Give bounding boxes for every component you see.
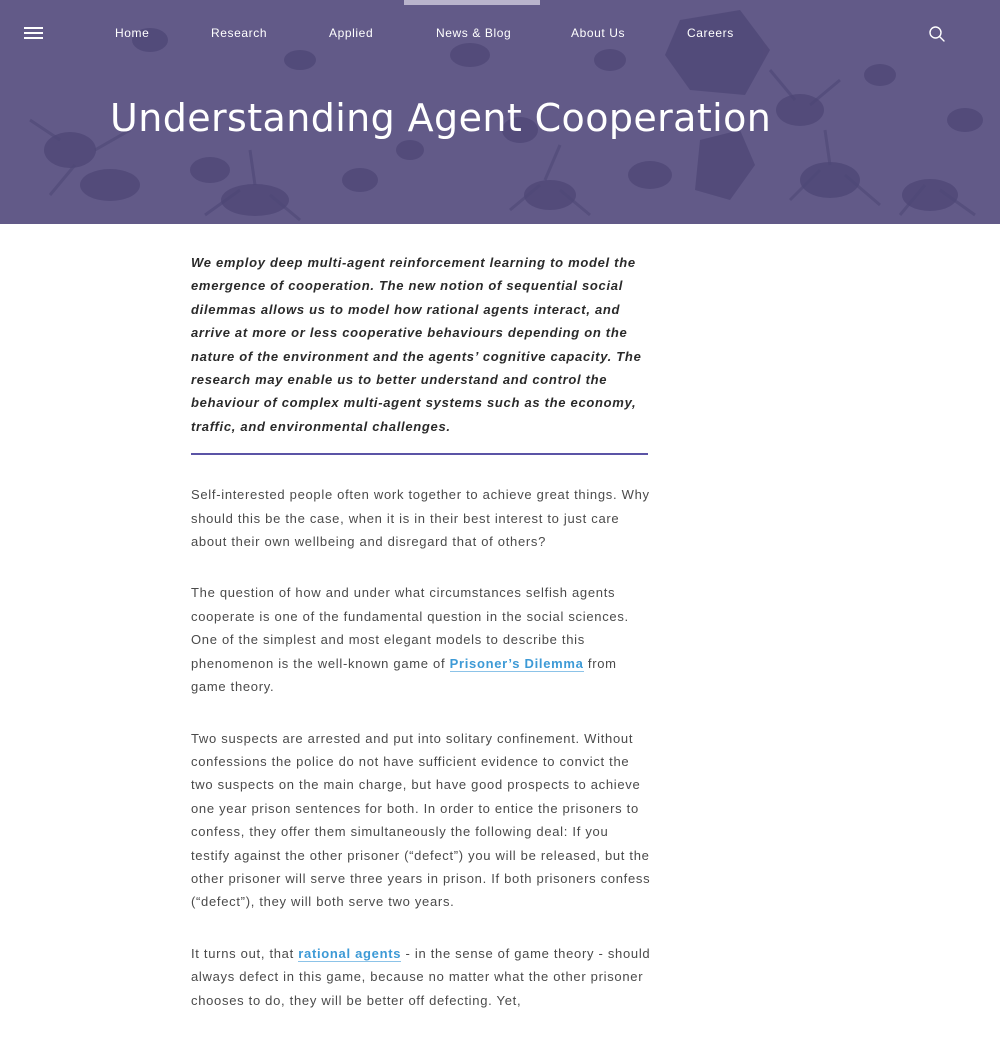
nav-news-blog[interactable]: News & Blog <box>436 26 512 40</box>
search-icon[interactable] <box>928 25 946 43</box>
paragraph-3: Two suspects are arrested and put into solitary confinement. Without confessions the police do not have sufficient evidence to convict the two suspects on the main charge, but have good prospects to achieve one year prison sentences for both. In order to entice the prisoners to confess, they offer them simultaneously the following deal: If you testify against the other prisoner (“defect”) you will be released, but the other prisoner will serve three years in prison. If both prisoners confess (“defect”), they will both serve two years. <box>191 730 651 910</box>
paragraph-1: Self-interested people often work together to achieve great things. Why should this be the case, when it is in their best interest to just care about their own wellbeing and disregard that of others? <box>191 487 650 550</box>
paragraph-2 <box>191 581 651 698</box>
article-body <box>191 251 651 1040</box>
nav-research[interactable]: Research <box>211 26 268 40</box>
paragraph-4-text-start: It turns out, that <box>191 945 299 961</box>
nav-home[interactable]: Home <box>115 26 150 40</box>
nav-about-us[interactable]: About Us <box>571 26 626 40</box>
page-title: Understanding Agent Cooperation <box>110 96 772 140</box>
nav-applied[interactable]: Applied <box>329 26 374 40</box>
lead-divider <box>191 453 648 455</box>
paragraph-4 <box>191 942 651 1012</box>
paragraph-2-text-start: The question of how and under what circumstances selfish agents cooperate is one of the fundamental question in the social sciences. One of the simplest and most elegant models to describe this phenomenon is the well-known game of <box>191 585 629 671</box>
hero-banner <box>0 0 1000 224</box>
paragraph-4-text-end: - in the sense of game theory - should always defect in this game, because no matter what the other prisoner chooses to do, they will be better off defecting. Yet, <box>191 945 651 1008</box>
prisoners-dilemma-link[interactable]: Prisoner’s Dilemma <box>449 655 584 671</box>
paragraph-2-text-end: from game theory. <box>191 655 617 695</box>
main-navigation <box>0 0 1000 68</box>
menu-icon[interactable] <box>24 27 44 41</box>
rational-agents-link[interactable]: rational agents <box>298 945 402 961</box>
nav-careers[interactable]: Careers <box>687 26 734 40</box>
article-lead: We employ deep multi-agent reinforcement learning to model the emergence of cooperation. The new notion of sequential social dilemmas allows us to model how rational agents interact, and arrive at more or less cooperative behaviours depending on the nature of the environment and the agents’ cognitive capacity. The research may enable us to better understand and control the behaviour of complex multi-agent systems such as the economy, traffic, and environmental challenges. <box>191 255 642 434</box>
